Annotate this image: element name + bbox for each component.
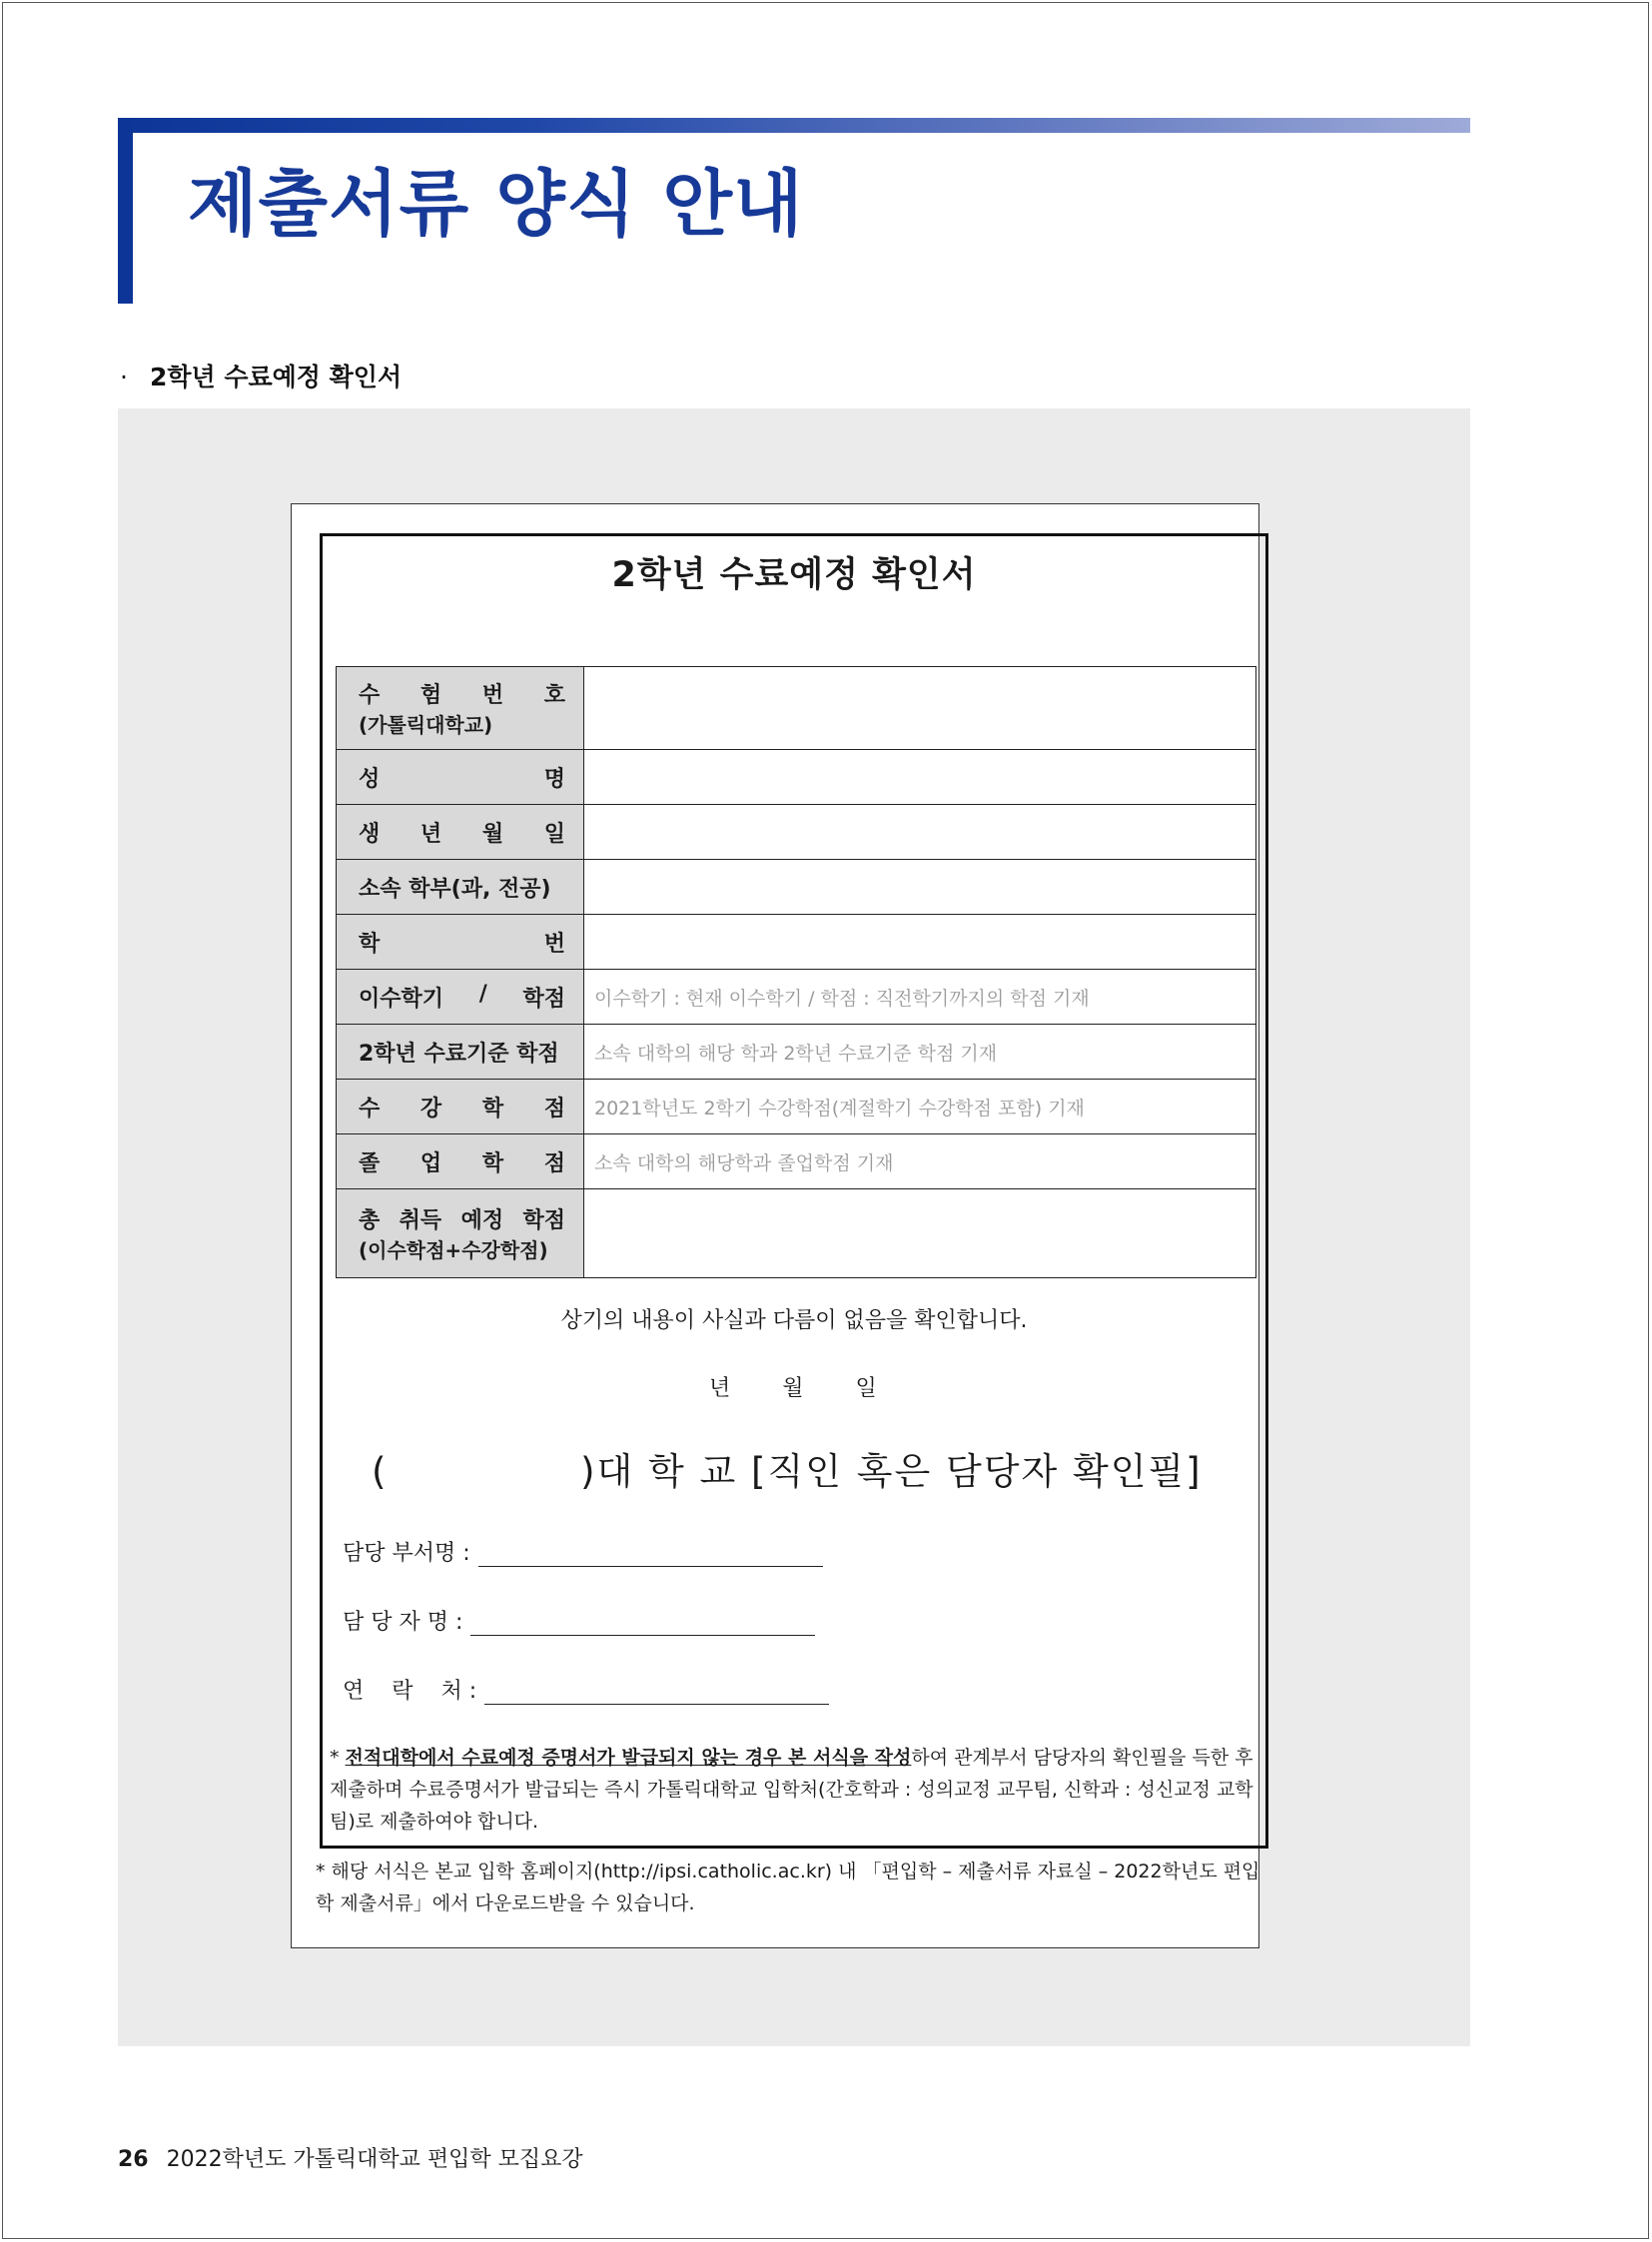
- section-heading: [120, 358, 402, 393]
- table-row: [337, 805, 1256, 860]
- note-body: 하여 관계부서 담당자의 확인필을 득한 후 제출하며 수료증명서가 발급되는 즉시 가톨릭대학교 입학처(간호학과 : 성의교정 교무팀, 신학과 : 성신교정 교학팀)로 제출하여야 합니다.: [330, 1747, 1253, 1833]
- page-footer: [118, 2142, 583, 2173]
- page-number: 26: [118, 2147, 149, 2172]
- value-cell[interactable]: 소속 대학의 해당 학과 2학년 수료기준 학점 기재: [584, 1025, 1256, 1080]
- signature-line-contact: [343, 1674, 829, 1705]
- value-cell[interactable]: [584, 750, 1256, 805]
- table-row: [337, 860, 1256, 915]
- note-emphasis: 전적대학에서 수료예정 증명서가 발급되지 않는 경우 본 서식을 작성: [345, 1747, 912, 1769]
- value-cell[interactable]: [584, 915, 1256, 970]
- table-row: [337, 1189, 1256, 1278]
- value-cell[interactable]: [584, 667, 1256, 750]
- confirm-text: 상기의 내용이 사실과 다름이 없음을 확인합니다.: [560, 1308, 1028, 1333]
- date-year: 년: [709, 1376, 731, 1401]
- label-spaced: 수 험 번 호: [359, 683, 565, 708]
- row-label-total-credits: 총 취득 예정 학점 (이수학점+수강학점): [337, 1189, 584, 1278]
- signature-blank[interactable]: [484, 1684, 829, 1705]
- table-row: [337, 750, 1256, 805]
- table-row: [337, 1134, 1256, 1189]
- signature-line-person: [343, 1605, 815, 1636]
- date-month: 월: [782, 1376, 804, 1401]
- table-row: [337, 1080, 1256, 1134]
- value-cell[interactable]: [584, 1189, 1256, 1278]
- value-cell[interactable]: 이수학기 : 현재 이수학기 / 학점 : 직전학기까지의 학점 기재: [584, 970, 1256, 1025]
- signature-blank[interactable]: [470, 1615, 815, 1636]
- download-note: * 해당 서식은 본교 입학 홈페이지(http://ipsi.catholic.ac.kr) 내 「편입학 – 제출서류 자료실 – 2022학년도 편입학 제출서류」에서 다운로드받을 수 있습니다.: [316, 1861, 1260, 1914]
- page-title: 제출서류 양식 안내: [188, 162, 804, 246]
- label-sub: (가톨릭대학교): [359, 713, 493, 737]
- row-label-birthdate: 생 년 월 일: [337, 805, 584, 860]
- signature-label: 담 당 자 명 :: [343, 1610, 463, 1635]
- table-row: [337, 970, 1256, 1025]
- label-sub: (이수학점+수강학점): [359, 1238, 548, 1262]
- row-label-graduation-credits: 졸 업 학 점: [337, 1134, 584, 1189]
- row-label-completion-credits: 2학년 수료기준 학점: [337, 1025, 584, 1080]
- row-label-department: 소속 학부(과, 전공): [337, 860, 584, 915]
- row-label-semesters-credits: 이수학기 / 학점: [337, 970, 584, 1025]
- form-note: [330, 1742, 1263, 1838]
- header-bar: [118, 118, 1470, 133]
- bullet: ·: [120, 363, 128, 391]
- signature-blank[interactable]: [478, 1546, 823, 1567]
- footer-text: 2022학년도 가톨릭대학교 편입학 모집요강: [166, 2147, 583, 2172]
- signature-label: 연 락 처 :: [343, 1679, 477, 1704]
- header-side-bar: [118, 118, 133, 304]
- date-day: 일: [855, 1376, 877, 1401]
- date-line: [709, 1371, 929, 1402]
- info-table: [336, 666, 1256, 1278]
- university-stamp-line: ( )대 학 교 [직인 혹은 담당자 확인필]: [372, 1450, 1203, 1493]
- table-row: [337, 667, 1256, 750]
- value-cell[interactable]: 2021학년도 2학기 수강학점(계절학기 수강학점 포함) 기재: [584, 1080, 1256, 1134]
- table-row: [337, 915, 1256, 970]
- value-cell[interactable]: [584, 860, 1256, 915]
- section-heading-text: 2학년 수료예정 확인서: [149, 363, 403, 391]
- value-cell[interactable]: 소속 대학의 해당학과 졸업학점 기재: [584, 1134, 1256, 1189]
- row-label-name: 성 명: [337, 750, 584, 805]
- value-cell[interactable]: [584, 805, 1256, 860]
- row-label-exam-number: [337, 667, 584, 750]
- form-title: 2학년 수료예정 확인서: [611, 555, 977, 595]
- note-marker: *: [330, 1747, 346, 1769]
- table-row: [337, 1025, 1256, 1080]
- row-label-course-credits: 수 강 학 점: [337, 1080, 584, 1134]
- signature-line-department: [343, 1536, 823, 1567]
- signature-label: 담당 부서명 :: [343, 1541, 470, 1566]
- row-label-student-id: 학 번: [337, 915, 584, 970]
